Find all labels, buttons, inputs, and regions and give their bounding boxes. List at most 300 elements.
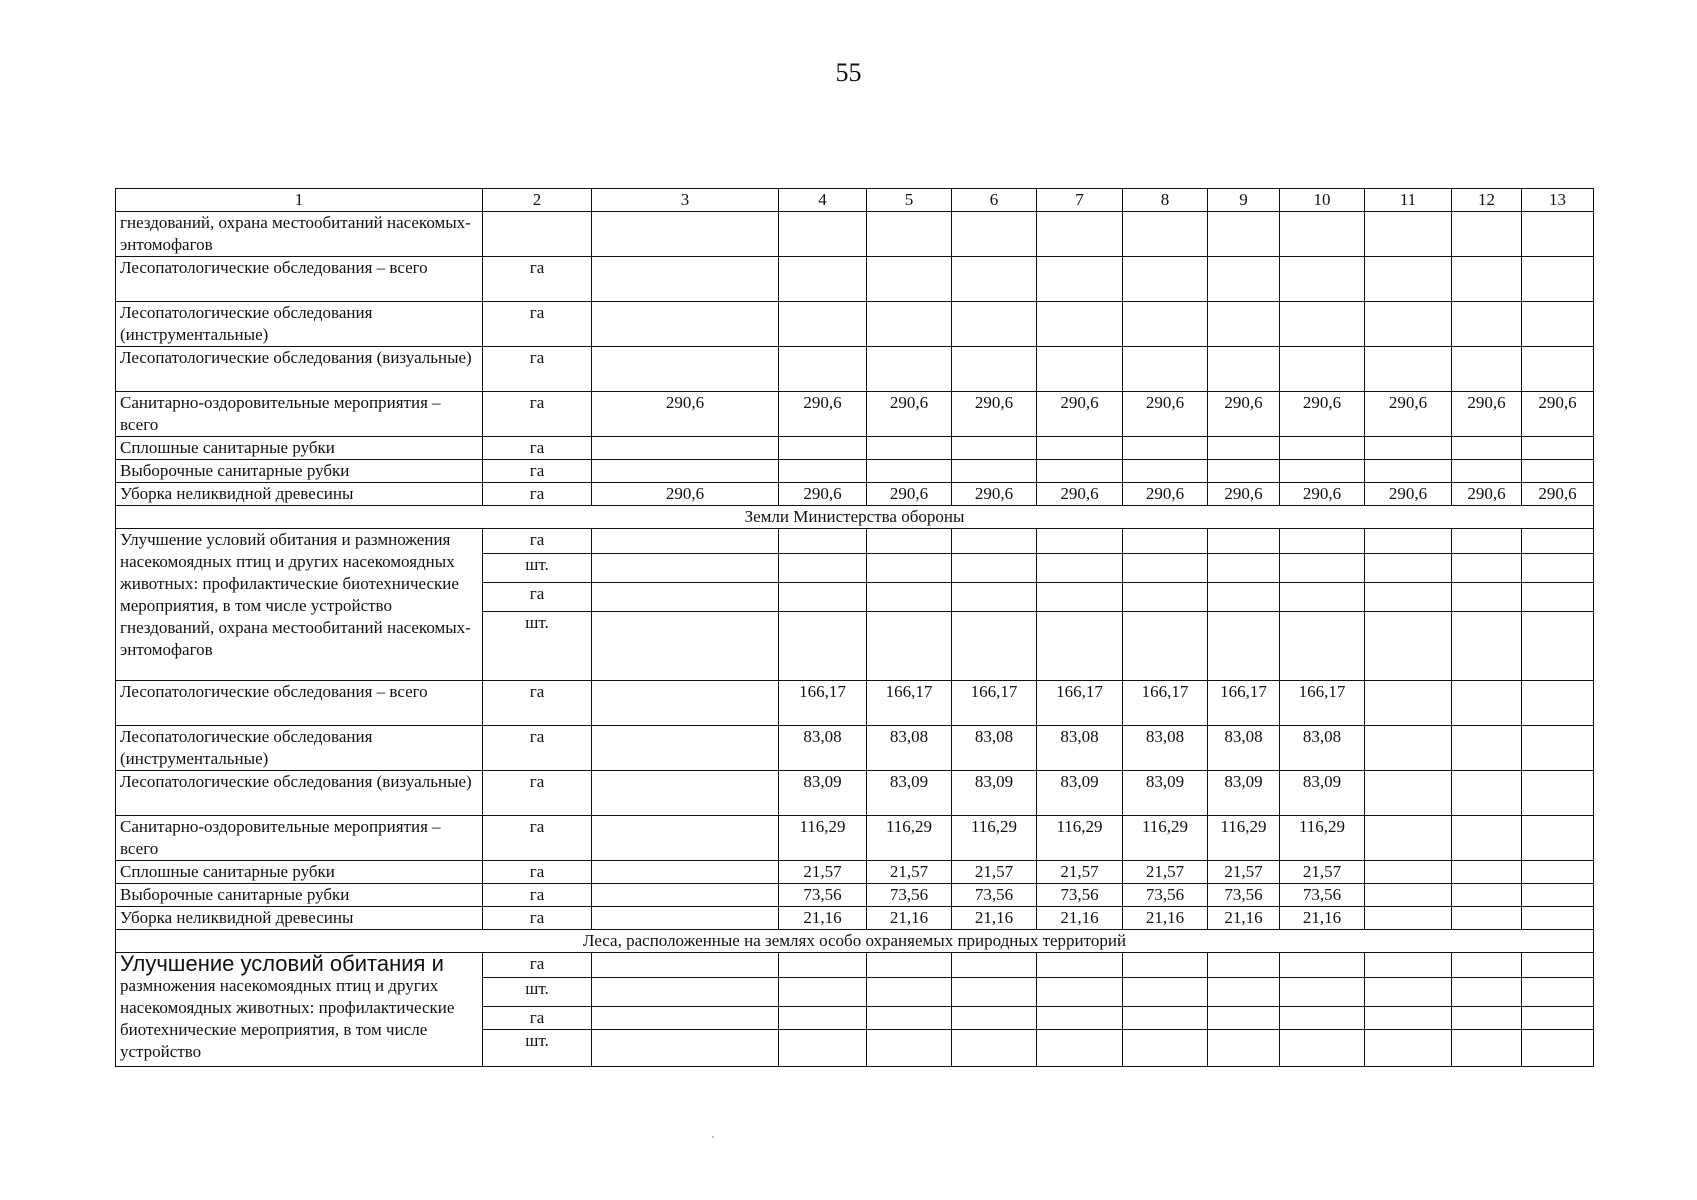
value-cell: 21,16 [1208,907,1280,930]
value-cell [1037,302,1123,347]
value-cell [1037,583,1123,612]
value-cell: 83,09 [1208,771,1280,816]
unit-cell: га [483,257,592,302]
value-cell [1037,212,1123,257]
unit-cell: га [483,347,592,392]
value-cell [1123,212,1208,257]
value-cell [1208,212,1280,257]
value-cell [779,554,867,583]
value-cell [1208,612,1280,681]
value-cell [1365,212,1452,257]
value-cell [1452,816,1522,861]
data-table [115,188,1594,1067]
column-number-cell: 4 [779,189,867,212]
value-cell [1123,437,1208,460]
value-cell: 290,6 [1280,392,1365,437]
value-cell: 116,29 [1123,816,1208,861]
value-cell [1522,347,1594,392]
value-cell [1123,978,1208,1007]
value-cell: 166,17 [1123,681,1208,726]
value-cell: 83,08 [867,726,952,771]
value-cell [867,953,952,978]
value-cell [952,212,1037,257]
value-cell [1037,529,1123,554]
value-cell [1522,771,1594,816]
value-cell [1037,554,1123,583]
value-cell: 116,29 [1280,816,1365,861]
value-cell [1280,347,1365,392]
value-cell: 166,17 [1037,681,1123,726]
value-cell: 290,6 [1452,483,1522,506]
unit-cell: га [483,726,592,771]
value-cell [1522,816,1594,861]
value-cell [952,1030,1037,1067]
section-row [116,930,1594,953]
value-cell [1522,1030,1594,1067]
table-row [116,861,1594,884]
table-row [116,771,1594,816]
column-number-cell: 7 [1037,189,1123,212]
value-cell [1452,907,1522,930]
value-cell [1365,302,1452,347]
value-cell: 73,56 [779,884,867,907]
value-cell [867,257,952,302]
value-cell [1522,583,1594,612]
value-cell [1365,681,1452,726]
value-cell [1037,437,1123,460]
value-cell [952,257,1037,302]
table-row [116,212,1594,257]
table-row [116,907,1594,930]
value-cell [592,529,779,554]
unit-cell: шт. [483,612,592,681]
table-row [116,816,1594,861]
value-cell [1123,347,1208,392]
value-cell [1280,529,1365,554]
value-cell [1452,681,1522,726]
value-cell [1452,437,1522,460]
value-cell: 290,6 [1037,392,1123,437]
value-cell: 83,08 [952,726,1037,771]
value-cell: 83,09 [1037,771,1123,816]
value-cell: 116,29 [867,816,952,861]
value-cell [1208,302,1280,347]
value-cell [1123,1030,1208,1067]
value-cell [952,583,1037,612]
section-title: Земли Министерства обороны [116,506,1594,529]
row-name-cell: Лесопатологические обследования – всего [116,681,483,726]
value-cell: 83,09 [867,771,952,816]
row-name-cell: Выборочные санитарные рубки [116,460,483,483]
value-cell [779,257,867,302]
value-cell: 83,08 [1208,726,1280,771]
unit-cell: га [483,437,592,460]
value-cell: 290,6 [1365,392,1452,437]
unit-cell: га [483,681,592,726]
value-cell: 290,6 [1522,392,1594,437]
value-cell [1452,612,1522,681]
value-cell: 116,29 [779,816,867,861]
table-row [116,681,1594,726]
value-cell [1365,612,1452,681]
table-row [116,460,1594,483]
value-cell [592,1030,779,1067]
value-cell [1208,554,1280,583]
value-cell [1208,1030,1280,1067]
value-cell [1208,437,1280,460]
table-row [116,302,1594,347]
value-cell: 290,6 [1280,483,1365,506]
column-number-cell: 12 [1452,189,1522,212]
value-cell [1452,726,1522,771]
value-cell [1037,978,1123,1007]
value-cell: 290,6 [952,483,1037,506]
value-cell [1452,861,1522,884]
value-cell: 73,56 [1208,884,1280,907]
value-cell [1522,437,1594,460]
value-cell [1452,554,1522,583]
unit-cell: га [483,771,592,816]
value-cell: 83,09 [952,771,1037,816]
value-cell: 73,56 [1280,884,1365,907]
value-cell [1365,978,1452,1007]
value-cell [1365,771,1452,816]
scan-speck [712,1136,714,1138]
value-cell [1365,437,1452,460]
value-cell [1452,884,1522,907]
unit-cell: га [483,529,592,554]
value-cell [1280,302,1365,347]
row-name-cell: Уборка неликвидной древесины [116,483,483,506]
column-number-cell: 13 [1522,189,1594,212]
unit-cell: шт. [483,554,592,583]
value-cell [867,437,952,460]
value-cell: 290,6 [592,392,779,437]
value-cell [1522,1007,1594,1030]
row-name-cell: Выборочные санитарные рубки [116,884,483,907]
value-cell: 290,6 [1123,392,1208,437]
value-cell: 290,6 [1208,483,1280,506]
unit-cell: га [483,392,592,437]
value-cell [1452,347,1522,392]
value-cell: 290,6 [779,392,867,437]
unit-cell: га [483,302,592,347]
value-cell [1365,726,1452,771]
unit-cell: га [483,861,592,884]
value-cell [1037,347,1123,392]
value-cell [779,583,867,612]
value-cell [952,347,1037,392]
value-cell: 21,57 [867,861,952,884]
column-number-cell: 2 [483,189,592,212]
value-cell [1280,212,1365,257]
value-cell [592,302,779,347]
value-cell [1452,583,1522,612]
value-cell [1365,460,1452,483]
value-cell: 21,57 [1037,861,1123,884]
value-cell: 21,57 [1123,861,1208,884]
value-cell [952,1007,1037,1030]
row-name-cell: Лесопатологические обследования – всего [116,257,483,302]
value-cell: 166,17 [1208,681,1280,726]
value-cell [1452,1007,1522,1030]
value-cell [952,978,1037,1007]
value-cell [1452,771,1522,816]
value-cell: 166,17 [779,681,867,726]
value-cell: 83,09 [1123,771,1208,816]
value-cell: 21,57 [1280,861,1365,884]
value-cell [1452,978,1522,1007]
value-cell [592,583,779,612]
value-cell [867,1007,952,1030]
unit-cell: га [483,884,592,907]
value-cell: 290,6 [1123,483,1208,506]
value-cell: 290,6 [867,483,952,506]
value-cell: 166,17 [952,681,1037,726]
table-row [116,953,1594,978]
value-cell [592,347,779,392]
value-cell [1037,257,1123,302]
value-cell [1280,1007,1365,1030]
value-cell: 116,29 [1208,816,1280,861]
value-cell [1280,978,1365,1007]
value-cell [1208,978,1280,1007]
value-cell [1522,953,1594,978]
value-cell [1522,302,1594,347]
value-cell: 290,6 [1452,392,1522,437]
value-cell [1208,583,1280,612]
value-cell [952,529,1037,554]
value-cell [1452,302,1522,347]
value-cell: 290,6 [779,483,867,506]
value-cell [867,554,952,583]
table-row [116,257,1594,302]
value-cell [1365,347,1452,392]
value-cell: 116,29 [952,816,1037,861]
value-cell [1365,816,1452,861]
table-row [116,437,1594,460]
value-cell [1522,907,1594,930]
row-name-cell: Санитарно-оздоровительные мероприятия – всего [116,816,483,861]
value-cell [779,437,867,460]
row-name-cell: гнездований, охрана местообитаний насекомых-энтомофагов [116,212,483,257]
value-cell [1452,529,1522,554]
value-cell [1452,212,1522,257]
value-cell [1280,257,1365,302]
value-cell [1522,726,1594,771]
value-cell [1208,1007,1280,1030]
unit-cell: шт. [483,978,592,1007]
table-row [116,392,1594,437]
value-cell [1280,1030,1365,1067]
value-cell [1123,460,1208,483]
value-cell: 21,16 [1123,907,1208,930]
value-cell: 21,16 [1280,907,1365,930]
value-cell [1522,978,1594,1007]
value-cell: 290,6 [592,483,779,506]
value-cell [1365,257,1452,302]
value-cell [592,257,779,302]
value-cell [592,437,779,460]
value-cell [1208,257,1280,302]
value-cell: 83,08 [1123,726,1208,771]
value-cell [1365,907,1452,930]
value-cell: 290,6 [1208,392,1280,437]
row-name-cell: Лесопатологические обследования (визуальные) [116,771,483,816]
column-number-row [116,189,1594,212]
value-cell [1123,583,1208,612]
value-cell [1280,460,1365,483]
value-cell [779,1030,867,1067]
value-cell [1037,1030,1123,1067]
table-row [116,884,1594,907]
value-cell [952,953,1037,978]
value-cell [779,302,867,347]
value-cell: 73,56 [952,884,1037,907]
value-cell [867,347,952,392]
value-cell [592,212,779,257]
value-cell: 290,6 [867,392,952,437]
value-cell [1280,612,1365,681]
value-cell [1522,612,1594,681]
value-cell: 21,16 [952,907,1037,930]
value-cell [1522,460,1594,483]
value-cell [1522,257,1594,302]
value-cell: 73,56 [1123,884,1208,907]
value-cell [779,953,867,978]
value-cell [592,953,779,978]
value-cell: 73,56 [867,884,952,907]
value-cell [952,460,1037,483]
value-cell [1452,460,1522,483]
value-cell: 21,16 [1037,907,1123,930]
value-cell [952,612,1037,681]
value-cell: 83,08 [1280,726,1365,771]
value-cell [1522,861,1594,884]
column-number-cell: 11 [1365,189,1452,212]
value-cell [1037,612,1123,681]
value-cell [1522,681,1594,726]
unit-cell: га [483,583,592,612]
value-cell: 21,57 [779,861,867,884]
value-cell: 116,29 [1037,816,1123,861]
unit-cell: га [483,953,592,978]
value-cell [867,302,952,347]
unit-cell [483,212,592,257]
unit-cell: га [483,907,592,930]
unit-cell: га [483,816,592,861]
value-cell [592,460,779,483]
value-cell [1037,1007,1123,1030]
value-cell [867,1030,952,1067]
column-number-cell: 5 [867,189,952,212]
column-number-cell: 1 [116,189,483,212]
value-cell: 21,16 [867,907,952,930]
value-cell [1452,953,1522,978]
table-row [116,483,1594,506]
value-cell: 83,09 [1280,771,1365,816]
row-name-cell: Уборка неликвидной древесины [116,907,483,930]
value-cell [1123,612,1208,681]
value-cell: 83,08 [1037,726,1123,771]
value-cell [1123,257,1208,302]
value-cell [1365,1007,1452,1030]
value-cell [867,529,952,554]
value-cell [779,347,867,392]
value-cell: 290,6 [1365,483,1452,506]
column-number-cell: 6 [952,189,1037,212]
value-cell [1280,554,1365,583]
value-cell [1365,583,1452,612]
value-cell [592,907,779,930]
row-name-cell: Лесопатологические обследования (визуальные) [116,347,483,392]
row-name-first-line: Улучшение условий обитания и [120,952,444,976]
value-cell [779,212,867,257]
value-cell [592,1007,779,1030]
unit-cell: шт. [483,1030,592,1067]
value-cell [592,884,779,907]
value-cell [1037,460,1123,483]
value-cell: 83,09 [779,771,867,816]
value-cell [1365,554,1452,583]
column-number-cell: 3 [592,189,779,212]
value-cell: 290,6 [1037,483,1123,506]
value-cell [1280,437,1365,460]
value-cell [592,816,779,861]
value-cell [1208,953,1280,978]
value-cell [1365,529,1452,554]
unit-cell: га [483,460,592,483]
value-cell [1208,529,1280,554]
value-cell: 290,6 [1522,483,1594,506]
row-name-cell: Лесопатологические обследования (инструментальные) [116,302,483,347]
row-name-cell: Сплошные санитарные рубки [116,861,483,884]
section-row [116,506,1594,529]
value-cell [867,583,952,612]
value-cell [592,726,779,771]
unit-cell: га [483,1007,592,1030]
value-cell [1365,884,1452,907]
table-row [116,529,1594,554]
value-cell [779,612,867,681]
row-name-cell [116,953,483,1067]
value-cell: 21,16 [779,907,867,930]
value-cell [867,212,952,257]
value-cell [779,460,867,483]
value-cell: 166,17 [867,681,952,726]
value-cell [1123,554,1208,583]
column-number-cell: 8 [1123,189,1208,212]
value-cell [592,612,779,681]
value-cell [779,1007,867,1030]
value-cell [952,554,1037,583]
value-cell: 73,56 [1037,884,1123,907]
value-cell [952,437,1037,460]
row-name-cell: Санитарно-оздоровительные мероприятия – всего [116,392,483,437]
value-cell: 166,17 [1280,681,1365,726]
value-cell [1123,529,1208,554]
row-name-rest: размножения насекомоядных птиц и других насекомоядных животных: профилактические биотехнические мероприятия, в том числе устройство [120,976,455,1061]
value-cell [1208,460,1280,483]
value-cell [1522,554,1594,583]
value-cell [1522,529,1594,554]
page-number: 55 [835,58,862,87]
value-cell [1522,884,1594,907]
value-cell [1452,1030,1522,1067]
table-row [116,347,1594,392]
unit-cell: га [483,483,592,506]
value-cell [1037,953,1123,978]
